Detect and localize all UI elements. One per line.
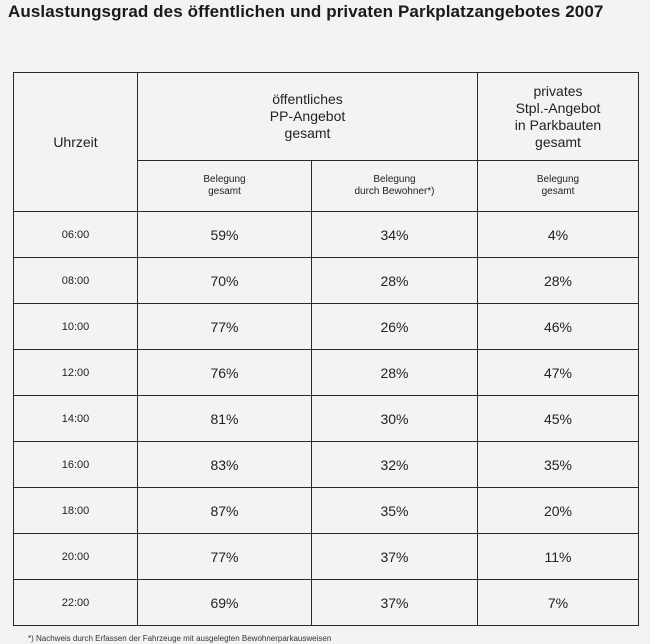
table-row xyxy=(14,580,639,626)
subheader-line: Belegung xyxy=(203,174,246,185)
time-cell: 10:00 xyxy=(14,304,138,350)
group-private-line: gesamt xyxy=(535,133,581,150)
private-total-cell: 46% xyxy=(478,304,639,350)
group-public-line: PP-Angebot xyxy=(269,108,346,124)
residents-cell: 37% xyxy=(312,534,478,580)
table-row xyxy=(14,212,639,258)
private-total-cell: 20% xyxy=(478,488,639,534)
private-total-cell: 47% xyxy=(478,350,639,396)
subheader-line: gesamt xyxy=(541,186,575,197)
time-cell: 20:00 xyxy=(14,534,138,580)
group-public-line: gesamt xyxy=(284,125,331,141)
residents-cell: 26% xyxy=(312,304,478,350)
table-row xyxy=(14,350,639,396)
private-total-cell: 11% xyxy=(478,534,639,580)
page-title: Auslastungsgrad des öffentlichen und privaten Parkplatzangebotes 2007 xyxy=(8,2,604,21)
footnote: *) Nachweis durch Erfassen der Fahrzeuge mit ausgelegten Bewohnerparkausweisen xyxy=(28,634,332,643)
public-total-cell: 77% xyxy=(138,534,312,580)
public-total-cell: 81% xyxy=(138,396,312,442)
subheader-line: durch Bewohner*) xyxy=(354,186,435,197)
private-total-cell: 4% xyxy=(478,212,639,258)
residents-cell: 28% xyxy=(312,258,478,304)
private-total-cell: 7% xyxy=(478,580,639,626)
group-public-line: öffentliches xyxy=(272,91,343,107)
subheader-line: Belegung xyxy=(536,174,580,185)
table-row xyxy=(14,396,639,442)
private-total-cell: 45% xyxy=(478,396,639,442)
time-cell: 12:00 xyxy=(14,350,138,396)
residents-cell: 32% xyxy=(312,442,478,488)
column-header-time: Uhrzeit xyxy=(14,73,138,212)
public-total-cell: 77% xyxy=(138,304,312,350)
private-total-cell: 28% xyxy=(478,258,639,304)
subheader-public-residents xyxy=(312,161,478,212)
time-cell: 08:00 xyxy=(14,258,138,304)
public-total-cell: 69% xyxy=(138,580,312,626)
group-private-line: in Parkbauten xyxy=(514,116,602,133)
column-group-private xyxy=(478,73,639,161)
subheader-public-total xyxy=(138,161,312,212)
public-total-cell: 76% xyxy=(138,350,312,396)
time-cell: 16:00 xyxy=(14,442,138,488)
public-total-cell: 83% xyxy=(138,442,312,488)
residents-cell: 37% xyxy=(312,580,478,626)
table-row xyxy=(14,304,639,350)
public-total-cell: 87% xyxy=(138,488,312,534)
residents-cell: 30% xyxy=(312,396,478,442)
time-cell: 22:00 xyxy=(14,580,138,626)
group-private-line: Stpl.-Angebot xyxy=(515,99,601,116)
time-cell: 14:00 xyxy=(14,396,138,442)
subheader-line: Belegung xyxy=(373,174,416,185)
private-total-cell: 35% xyxy=(478,442,639,488)
group-private-line: privates xyxy=(533,82,583,99)
table-row xyxy=(14,488,639,534)
residents-cell: 34% xyxy=(312,212,478,258)
subheader-line: gesamt xyxy=(208,186,241,197)
time-cell: 18:00 xyxy=(14,488,138,534)
table-row xyxy=(14,258,639,304)
public-total-cell: 70% xyxy=(138,258,312,304)
time-cell: 06:00 xyxy=(14,212,138,258)
occupancy-table xyxy=(13,72,639,626)
public-total-cell: 59% xyxy=(138,212,312,258)
residents-cell: 35% xyxy=(312,488,478,534)
residents-cell: 28% xyxy=(312,350,478,396)
table-row xyxy=(14,442,639,488)
table-row xyxy=(14,534,639,580)
column-group-public xyxy=(138,73,478,161)
subheader-private-total xyxy=(478,161,639,212)
